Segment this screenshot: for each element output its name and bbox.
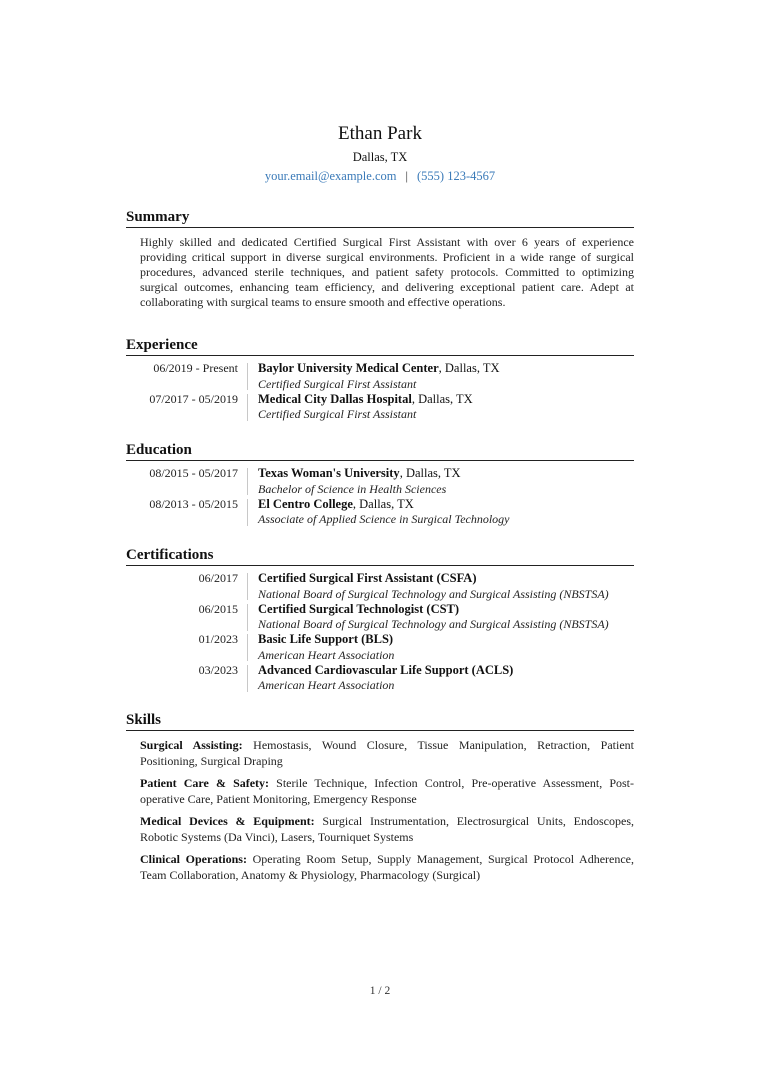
section-title-certifications: Certifications [126,546,634,566]
section-title-skills: Skills [126,711,634,731]
summary-section [126,208,634,310]
section-title-experience: Experience [126,336,634,356]
skill-group [140,776,634,807]
section-title-summary: Summary [126,208,634,228]
skill-group-items: Hemostasis, Wound Closure, Tissue Manipulation, Retraction, Patient Positioning, Surgical Draping [140,738,635,768]
summary-text: Highly skilled and dedicated Certified Surgical First Assistant with over 6 years of experience providing critical support in diverse surgical environments. Proficient in a wide range of surgical procedures, advanced sterile techniques, and patient safety protocols. Committed to optimizing surgical outcomes, enhancing team efficiency, and delivering exceptional patient care. Adept at collaborating with surgical teams to ensure smooth and effective operations. [140,235,634,309]
certifications-section [126,546,634,693]
certification-entry [126,632,634,663]
email-link[interactable]: your.email@example.com [264,169,397,183]
skill-group [140,852,634,883]
certification-name: Certified Surgical First Assistant (CSFA) [258,571,477,585]
certification-issuer: American Heart Association [258,647,395,662]
candidate-location: Dallas, TX [352,150,408,164]
skill-group-items: Operating Room Setup, Supply Management, Surgical Protocol Adherence, Team Collaboration, Anatomy & Physiology, Pharmacology (Surgical) [140,852,635,882]
entry-date: 06/2019 - Present [153,361,238,375]
education-entry [126,466,634,497]
entry-date: 06/2017 [198,571,238,585]
skill-group-items: Surgical Instrumentation, Electrosurgical Units, Endoscopes, Robotic Systems (Da Vinci), Lasers, Tourniquet Systems [140,814,635,844]
certification-issuer: American Heart Association [258,678,395,692]
entry-organization: Baylor University Medical Center [258,361,439,375]
certification-name: Basic Life Support (BLS) [258,632,394,646]
entry-degree: Bachelor of Science in Health Sciences [258,481,447,496]
entry-location: , Dallas, TX [399,466,461,480]
entry-role: Certified Surgical First Assistant [258,407,417,421]
certification-issuer: National Board of Surgical Technology and Surgical Assisting (NBSTSA) [258,617,609,631]
entry-location: , Dallas, TX [438,361,500,375]
entry-organization: Texas Woman's University [258,466,400,480]
certification-name: Advanced Cardiovascular Life Support (ACLS) [258,662,514,677]
entry-degree: Associate of Applied Science in Surgical Technology [258,512,510,526]
skill-group [140,814,634,845]
contact-separator: | [405,169,408,183]
phone-link[interactable]: (555) 123-4567 [417,169,496,183]
certification-entry [126,663,634,694]
entry-date: 07/2017 - 05/2019 [149,391,238,406]
skill-group-label: Patient Care & Safety: [140,776,270,790]
section-title-education: Education [126,441,634,461]
entry-date: 01/2023 [198,632,238,646]
education-entry [126,497,634,528]
certification-entry [126,602,634,633]
entry-date: 08/2013 - 05/2015 [149,496,238,511]
candidate-name: Ethan Park [338,123,422,144]
entry-organization: Medical City Dallas Hospital [258,391,412,406]
entry-location: , Dallas, TX [352,496,414,511]
education-section [126,441,634,527]
page-number: 1 / 2 [369,985,391,997]
entry-date: 06/2015 [198,601,238,616]
entry-date: 03/2023 [198,662,238,677]
certification-entry [126,571,634,602]
experience-entry [126,392,634,423]
experience-section [126,336,634,422]
certification-issuer: National Board of Surgical Technology and Surgical Assisting (NBSTSA) [258,586,609,601]
skill-group [140,738,634,769]
entry-date: 08/2015 - 05/2017 [149,466,238,480]
resume-header [0,122,760,185]
skill-group-label: Medical Devices & Equipment: [140,814,315,828]
contact-line [0,167,760,185]
experience-entry [126,361,634,392]
skill-group-label: Clinical Operations: [140,852,247,866]
skill-group-label: Surgical Assisting: [140,738,243,752]
skill-group-items: Sterile Technique, Infection Control, Pre-operative Assessment, Post-operative Care, Patient Monitoring, Emergency Response [140,776,634,806]
entry-location: , Dallas, TX [411,391,473,406]
entry-organization: El Centro College [258,496,353,511]
skills-section [126,711,634,890]
entry-role: Certified Surgical First Assistant [258,376,417,391]
certification-name: Certified Surgical Technologist (CST) [258,601,460,616]
